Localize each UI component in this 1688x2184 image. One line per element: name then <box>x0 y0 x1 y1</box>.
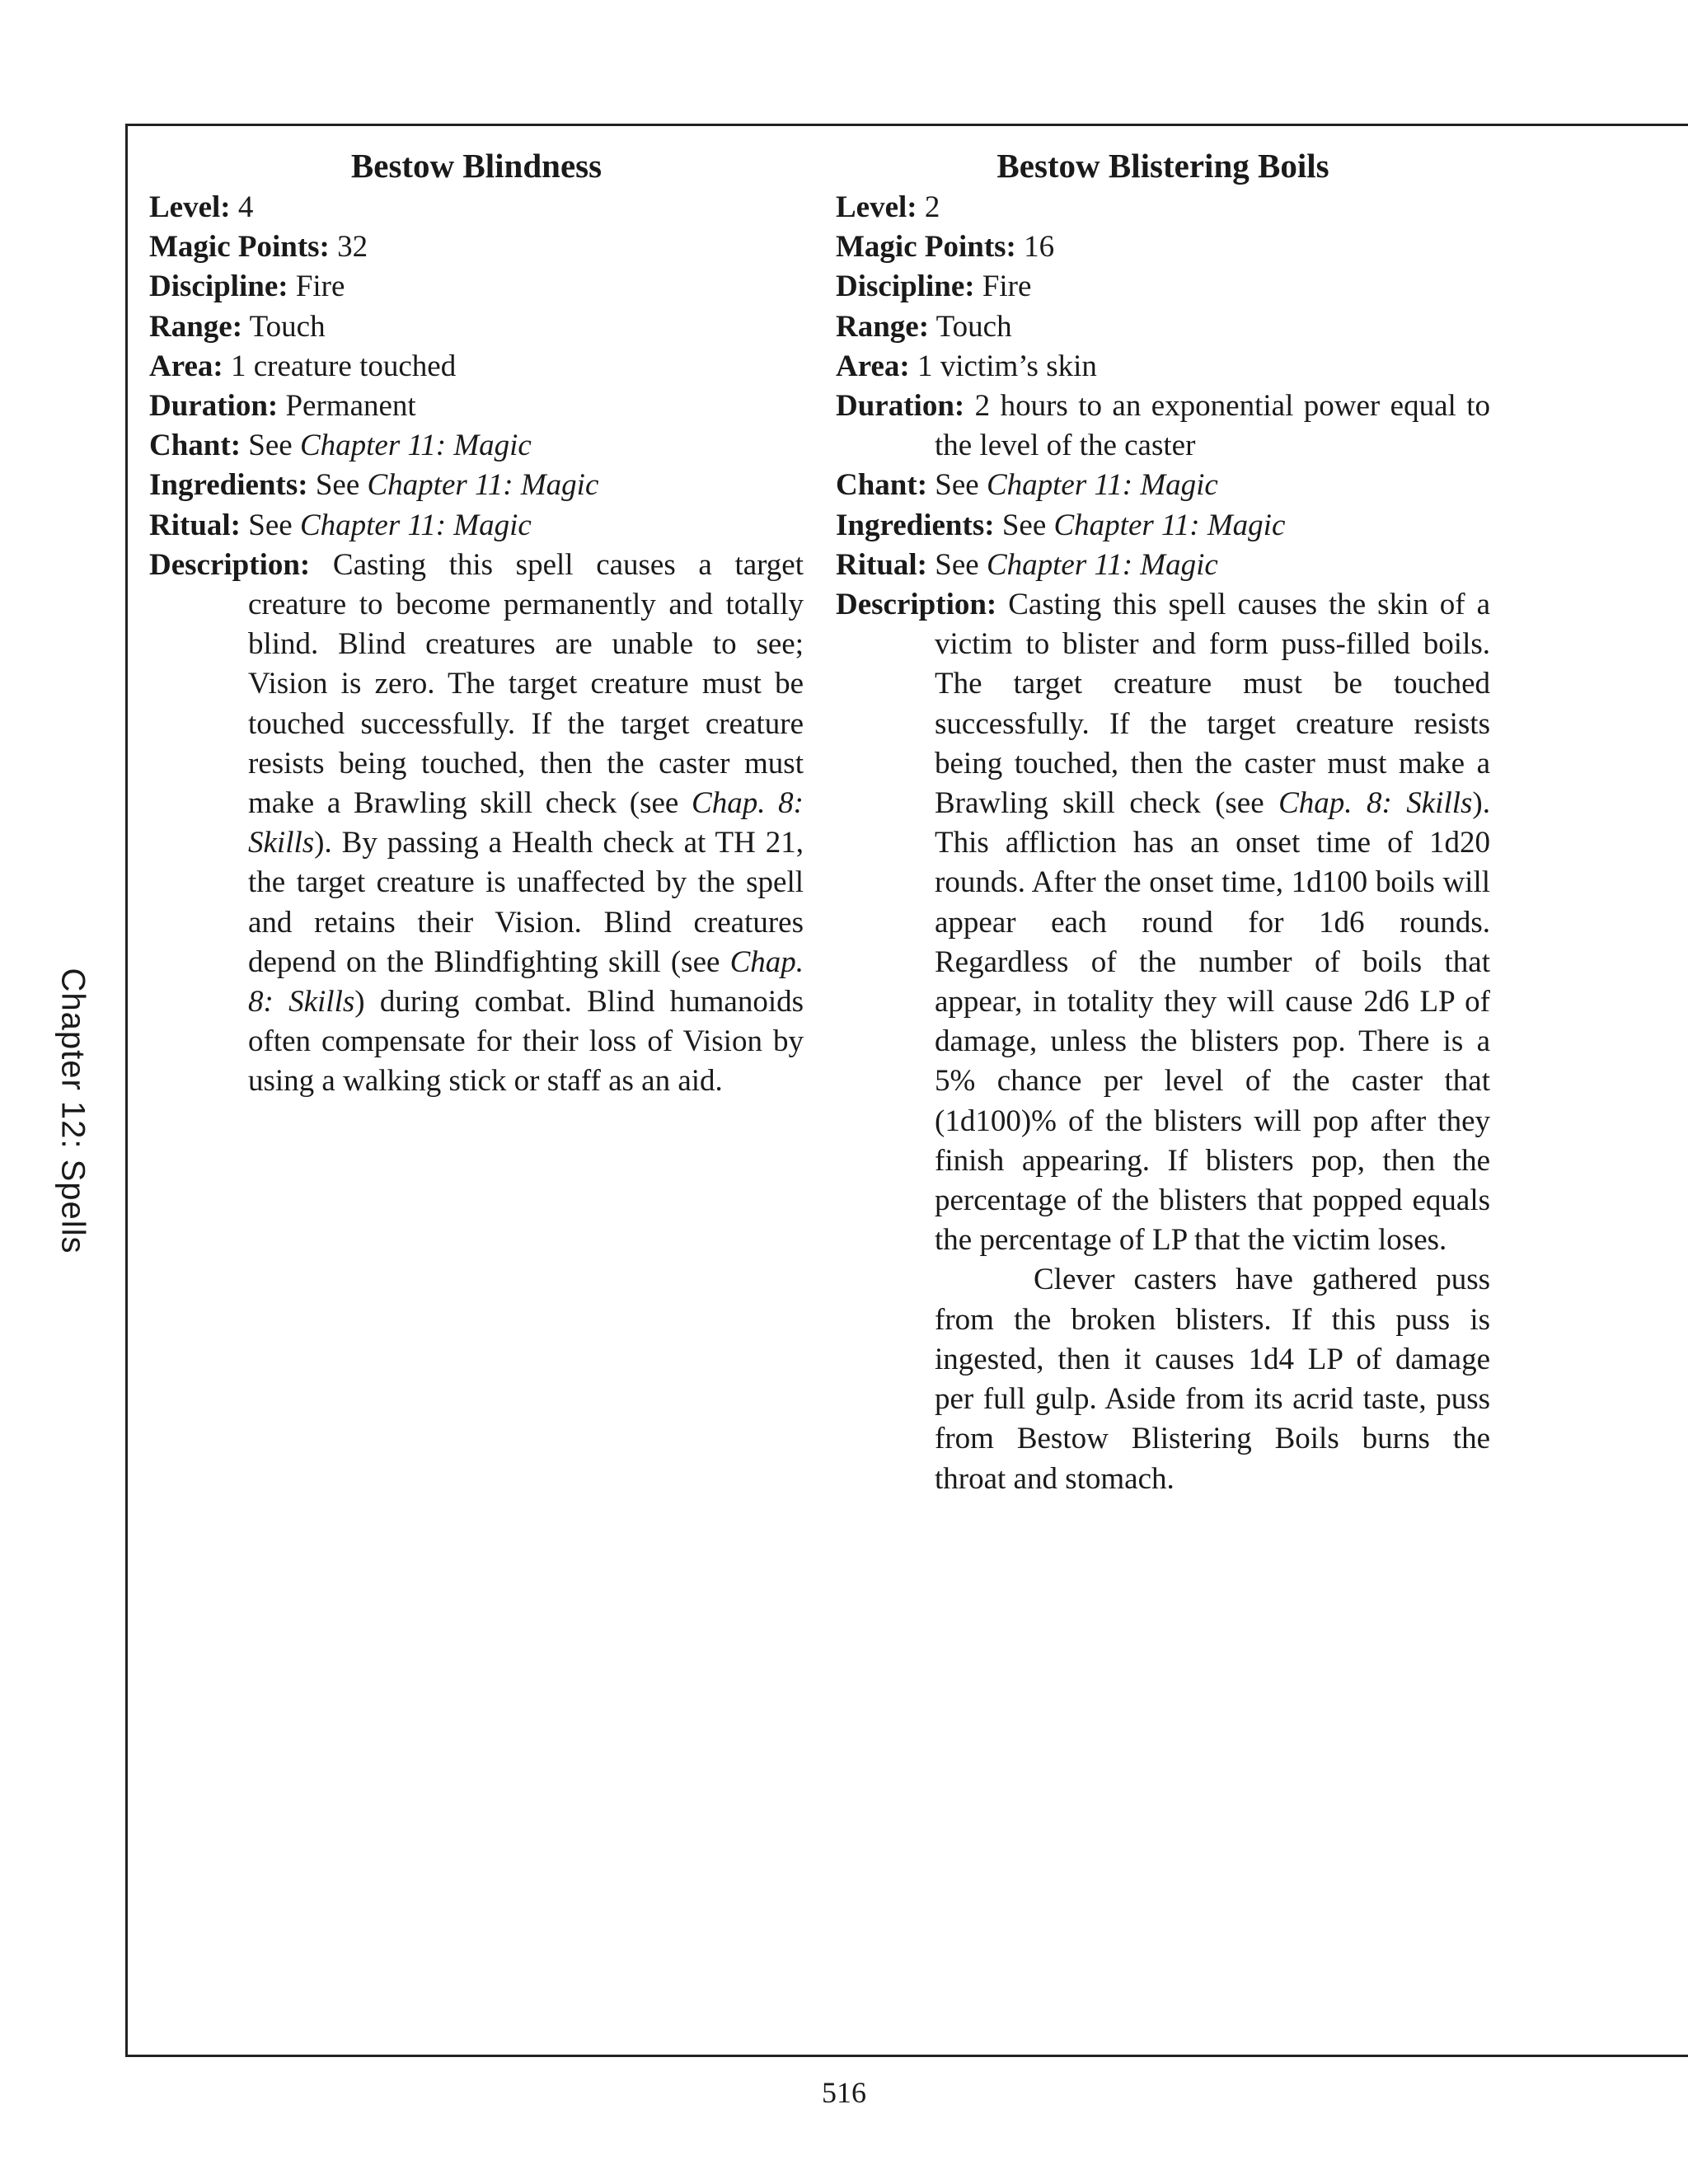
description-field: Description: Casting this spell causes a target creature to become permanently and totally blind. Blind creatures are unable to see; Vision is zero. The target creature must be touched successfully. If the target creature resists being touched, then the caster must make a Brawling skill check (see Chap. 8: Skills). By passing a Health check at TH 21, the target creature is unaffected by the spell and retains their Vision. Blind creatures depend on the Blindfighting skill (see Chap. 8: Skills) during combat. Blind humanoids often compensate for their loss of Vision by using a walking stick or staff as an aid. <box>149 547 804 1099</box>
area-field: Area: 1 victim’s skin <box>836 349 1097 383</box>
chapter-side-label-text: Chapter 12: Spells <box>54 968 91 1254</box>
ritual-field: Ritual: See Chapter 11: Magic <box>836 547 1218 582</box>
duration-field: Duration: Permanent <box>149 389 416 424</box>
ingredients-field: Ingredients: See Chapter 11: Magic <box>836 508 1286 542</box>
description-paragraph-2: Clever casters have gathered puss from the broken blisters. If this puss is ingested, then it causes 1d4 LP of damage per full gulp. Aside from its acrid taste, puss from Bestow Blistering Boils burns the throat and stomach. <box>935 1263 1490 1496</box>
ingredients-field: Ingredients: See Chapter 11: Magic <box>149 468 599 503</box>
magic-points-field: Magic Points: 16 <box>836 230 1055 265</box>
spell-entry-bestow-blindness <box>149 143 804 1102</box>
range-field: Range: Touch <box>836 309 1012 344</box>
area-field: Area: 1 creature touched <box>149 349 457 383</box>
chant-field: Chant: See Chapter 11: Magic <box>149 429 532 463</box>
chant-field: Chant: See Chapter 11: Magic <box>836 468 1218 503</box>
description-field: Description: Casting this spell causes the skin of a victim to blister and form puss-filled boils. The target creature must be touched successfully. If the target creature resists being touched, then the caster must make a Brawling skill check (see Chap. 8: Skills). This affliction has an onset time of 1d20 rounds. After the onset time, 1d100 boils will appear each round for 1d6 rounds. Regardless of the number of boils that appear, in totality they will cause 2d6 LP of damage, unless the blisters pop. There is a 5% chance per level of the caster that (1d100)% of the blisters will pop after they finish appearing. If blisters pop, then the percentage of the blisters that popped equals the percentage of LP that the victim loses. <box>836 588 1491 1258</box>
discipline-field: Discipline: Fire <box>836 269 1032 304</box>
range-field: Range: Touch <box>149 309 326 344</box>
page-number: 516 <box>822 2076 866 2109</box>
spell-title: Bestow Blindness <box>350 147 603 185</box>
level-field: Level: 2 <box>836 190 940 224</box>
ritual-field: Ritual: See Chapter 11: Magic <box>149 508 532 542</box>
duration-field: Duration: 2 hours to an exponential power equal to the level of the caster <box>836 389 1490 463</box>
spell-title: Bestow Blistering Boils <box>996 147 1329 185</box>
discipline-field: Discipline: Fire <box>149 269 345 304</box>
spell-entry-bestow-blistering-boils <box>836 143 1490 1499</box>
level-field: Level: 4 <box>149 190 254 224</box>
magic-points-field: Magic Points: 32 <box>149 230 368 265</box>
